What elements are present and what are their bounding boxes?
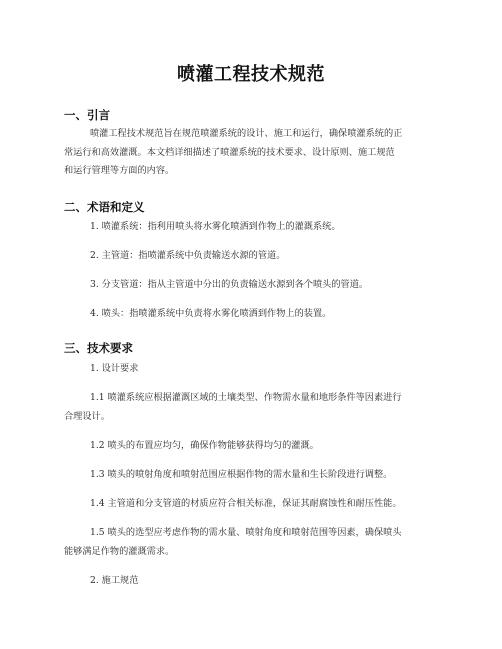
- section-heading-intro: 一、引言: [64, 108, 110, 122]
- section-heading-terms: 二、术语和定义: [64, 200, 145, 214]
- term-item-3: 3. 分支管道：指从主管道中分出的负责输送水源到各个喷头的管道。: [90, 279, 369, 290]
- page-title: 喷灌工程技术规范: [177, 64, 325, 85]
- requirement-1-2: 1.2 喷头的布置应均匀，确保作物能够获得均匀的灌溉。: [90, 440, 319, 451]
- requirement-1-1: [64, 389, 438, 426]
- requirement-1-4: 1.4 主管道和分支管道的材质应符合相关标准，保证其耐腐蚀性和耐压性能。: [90, 498, 402, 509]
- design-subheading: 1. 设计要求: [90, 363, 139, 374]
- requirement-1-3: 1.3 喷头的喷射角度和喷射范围应根据作物的需水量和生长阶段进行调整。: [90, 469, 393, 480]
- term-item-4: 4. 喷头：指喷灌系统中负责将水雾化喷洒到作物上的装置。: [90, 308, 332, 319]
- intro-line-1: 喷灌工程技术规范旨在规范喷灌系统的设计、施工和运行，确保喷灌系统的正: [90, 128, 403, 139]
- term-item-2: 2. 主管道：指喷灌系统中负责输送水源的管道。: [90, 250, 286, 261]
- requirement-1-5: [64, 524, 438, 561]
- term-item-1: 1. 喷灌系统：指利用喷头将水雾化喷洒到作物上的灌溉系统。: [90, 221, 341, 232]
- requirement-1-1-line-1: 1.1 喷灌系统应根据灌溉区域的土壤类型、作物需水量和地形条件等因素进行: [90, 392, 402, 403]
- intro-paragraph: [64, 125, 438, 181]
- requirement-1-5-line-1: 1.5 喷头的选型应考虑作物的需水量、喷射角度和喷射范围等因素，确保喷头: [90, 527, 402, 538]
- section-heading-tech: 三、技术要求: [64, 341, 133, 355]
- intro-line-2: 常运行和高效灌溉。本文档详细描述了喷灌系统的技术要求、设计原则、施工规范: [64, 146, 395, 158]
- construction-subheading: 2. 施工规范: [90, 575, 139, 586]
- intro-line-3: 和运行管理等方面的内容。: [64, 165, 175, 176]
- requirement-1-5-line-2: 能够满足作物的灌溉需求。: [64, 545, 175, 557]
- requirement-1-1-line-2: 合理设计。: [64, 410, 110, 422]
